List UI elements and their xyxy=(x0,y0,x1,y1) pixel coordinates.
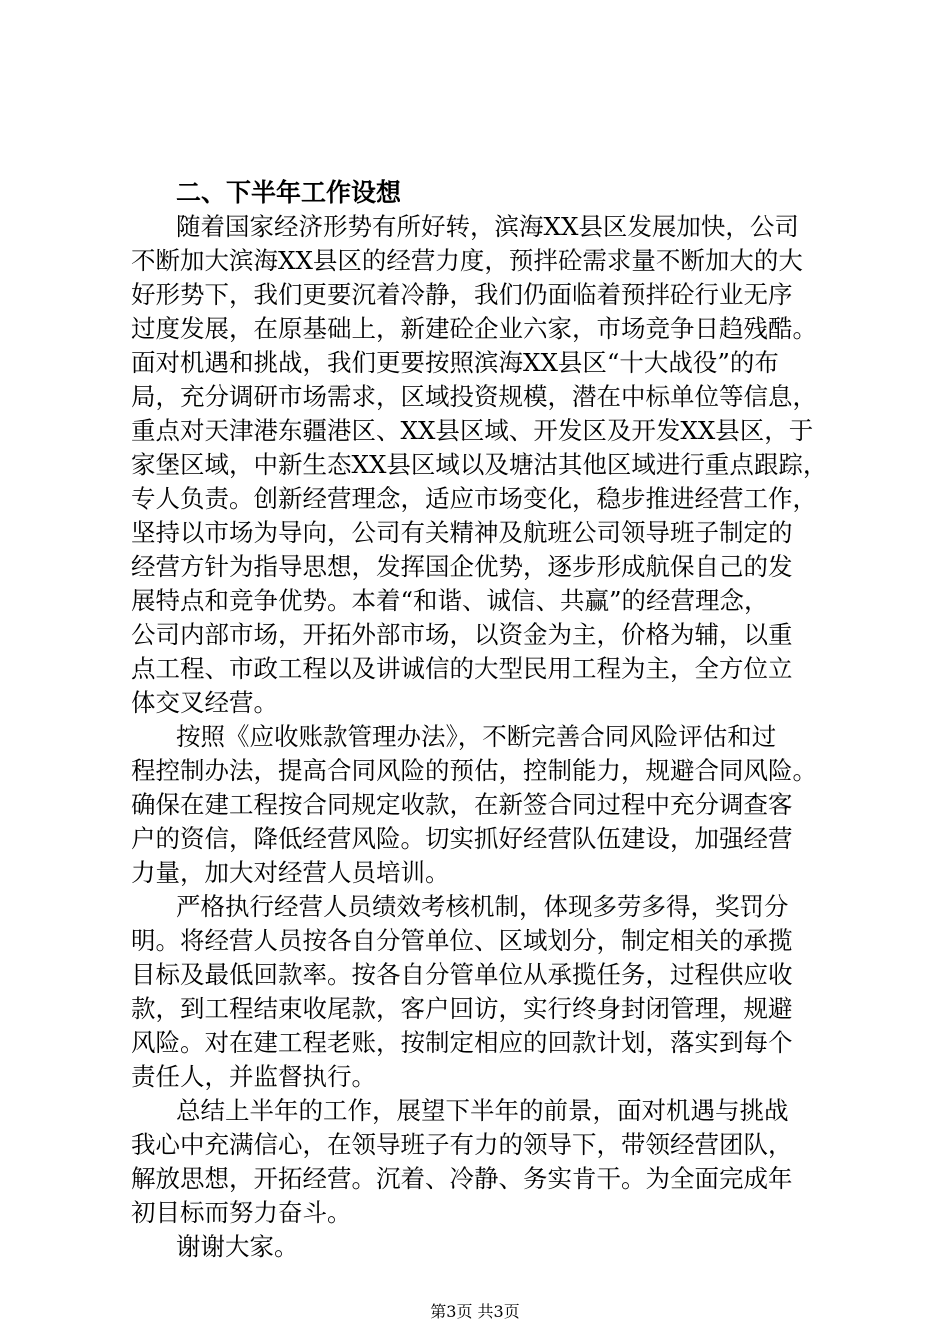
text-line: 解放思想，开拓经营。沉着、冷静、务实肯干。为全面完成年 xyxy=(131,1164,793,1193)
text-line: 过度发展，在原基础上，新建砼企业六家，市场竞争日趋残酷。 xyxy=(131,314,817,343)
text-line: 经营方针为指导思想，发挥国企优势，逐步形成航保自己的发 xyxy=(131,552,793,581)
text-line: 不断加大滨海XX县区的经营力度，预拌砼需求量不断加大的大 xyxy=(131,246,803,275)
text-line: 家堡区域，中新生态XX县区域以及塘沽其他区域进行重点跟踪， xyxy=(131,450,828,479)
text-line: 面对机遇和挑战，我们更要按照滨海XX县区“十大战役”的布 xyxy=(131,348,779,377)
text-line: 展特点和竞争优势。本着“和谐、诚信、共赢”的经营理念， xyxy=(131,586,769,615)
text-line: 明。将经营人员按各自分管单位、区域划分，制定相关的承揽 xyxy=(131,926,793,955)
section-heading: 二、下半年工作设想 xyxy=(176,178,402,207)
text-line: 局，充分调研市场需求，区域投资规模，潜在中标单位等信息， xyxy=(131,382,817,411)
text-line: 程控制办法，提高合同风险的预估，控制能力，规避合同风险。 xyxy=(131,756,817,785)
text-line: 谢谢大家。 xyxy=(176,1232,299,1261)
text-line: 户的资信，降低经营风险。切实抓好经营队伍建设，加强经营 xyxy=(131,824,793,853)
text-line: 风险。对在建工程老账，按制定相应的回款计划，落实到每个 xyxy=(131,1028,793,1057)
text-line: 款，到工程结束收尾款，客户回访，实行终身封闭管理，规避 xyxy=(131,994,793,1023)
text-line: 严格执行经营人员绩效考核机制，体现多劳多得，奖罚分 xyxy=(176,892,789,921)
text-line: 重点对天津港东疆港区、XX县区域、开发区及开发XX县区，于 xyxy=(131,416,814,445)
text-line: 随着国家经济形势有所好转，滨海XX县区发展加快，公司 xyxy=(176,212,799,241)
text-line: 力量，加大对经营人员培训。 xyxy=(131,858,450,887)
text-line: 好形势下，我们更要沉着冷静，我们仍面临着预拌砼行业无序 xyxy=(131,280,793,309)
text-line: 公司内部市场，开拓外部市场，以资金为主，价格为辅，以重 xyxy=(131,620,793,649)
text-line: 坚持以市场为导向，公司有关精神及航班公司领导班子制定的 xyxy=(131,518,793,547)
text-line: 专人负责。创新经营理念，适应市场变化，稳步推进经营工作， xyxy=(131,484,817,513)
page-number-footer: 第3页 共3页 xyxy=(430,1302,520,1321)
text-line: 按照《应收账款管理办法》，不断完善合同风险评估和过 xyxy=(176,722,777,751)
text-line: 目标及最低回款率。按各自分管单位从承揽任务，过程供应收 xyxy=(131,960,793,989)
text-line: 责任人，并监督执行。 xyxy=(131,1062,376,1091)
text-line: 点工程、市政工程以及讲诚信的大型民用工程为主，全方位立 xyxy=(131,654,793,683)
text-line: 体交叉经营。 xyxy=(131,688,278,717)
text-line: 我心中充满信心，在领导班子有力的领导下，带领经营团队， xyxy=(131,1130,793,1159)
text-line: 确保在建工程按合同规定收款，在新签合同过程中充分调查客 xyxy=(131,790,793,819)
text-line: 总结上半年的工作，展望下半年的前景，面对机遇与挑战 xyxy=(176,1096,789,1125)
text-line: 初目标而努力奋斗。 xyxy=(131,1198,352,1227)
